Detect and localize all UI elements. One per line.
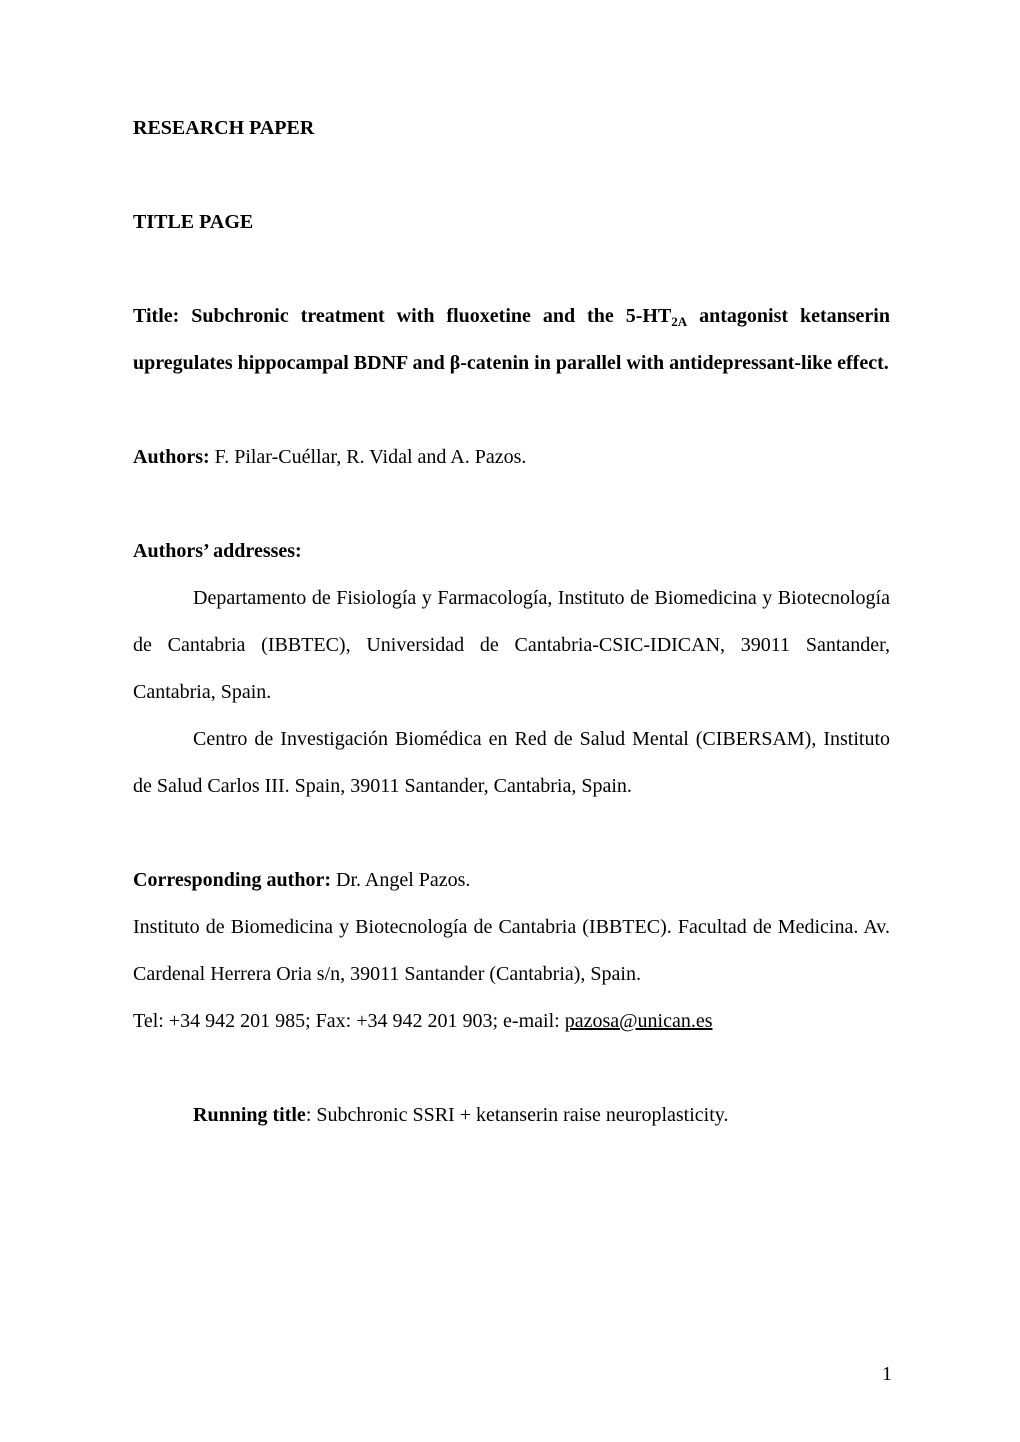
running-title-line <box>133 1092 890 1139</box>
page-number: 1 <box>882 1363 892 1385</box>
email-link[interactable]: pazosa@unican.es <box>564 1010 713 1032</box>
corresponding-author-line <box>133 857 890 904</box>
addresses-heading: Authors’ addresses: <box>133 540 302 562</box>
running-title-label: Running title <box>193 1104 306 1126</box>
address-paragraph-1: Departamento de Fisiología y Farmacología, Instituto de Biomedicina y Biotecnología de Cantabria (IBBTEC), Universidad de Cantabria-CSIC-IDICAN, 39011 Santander, Cantabria, Spain. <box>133 587 890 703</box>
address-paragraph-2: Centro de Investigación Biomédica en Red de Salud Mental (CIBERSAM), Instituto de Salud Carlos III. Spain, 39011 Santander, Cantabria, Spain. <box>133 728 890 797</box>
document-type-header: RESEARCH PAPER <box>133 117 315 139</box>
authors-value: F. Pilar-Cuéllar, R. Vidal and A. Pazos. <box>214 446 527 468</box>
authors-line <box>133 434 890 481</box>
paper-title-text-start: Title: Subchronic treatment with fluoxetine and the 5-HT <box>133 305 672 327</box>
paper-title-subscript: 2A <box>671 314 688 329</box>
contact-tel-fax: Tel: +34 942 201 985; Fax: +34 942 201 903; e-mail: <box>133 1010 565 1032</box>
corresponding-author-label: Corresponding author: <box>133 869 336 891</box>
paper-title <box>133 293 890 387</box>
corresponding-author-value: Dr. Angel Pazos. <box>336 869 471 891</box>
corresponding-author-address: Instituto de Biomedicina y Biotecnología de Cantabria (IBBTEC). Facultad de Medicina. Av. Cardenal Herrera Oria s/n, 39011 Santander (Cantabria), Spain. <box>133 916 890 985</box>
paper-title-text-end: antagonist ketanserin upregulates hippocampal BDNF and β-catenin in parallel with antidepressant-like effect. <box>133 305 890 374</box>
document-body <box>133 105 890 1139</box>
title-page-heading: TITLE PAGE <box>133 211 254 233</box>
running-title-value: : Subchronic SSRI + ketanserin raise neuroplasticity. <box>305 1104 729 1126</box>
authors-label: Authors: <box>133 446 215 468</box>
contact-line <box>133 998 890 1045</box>
